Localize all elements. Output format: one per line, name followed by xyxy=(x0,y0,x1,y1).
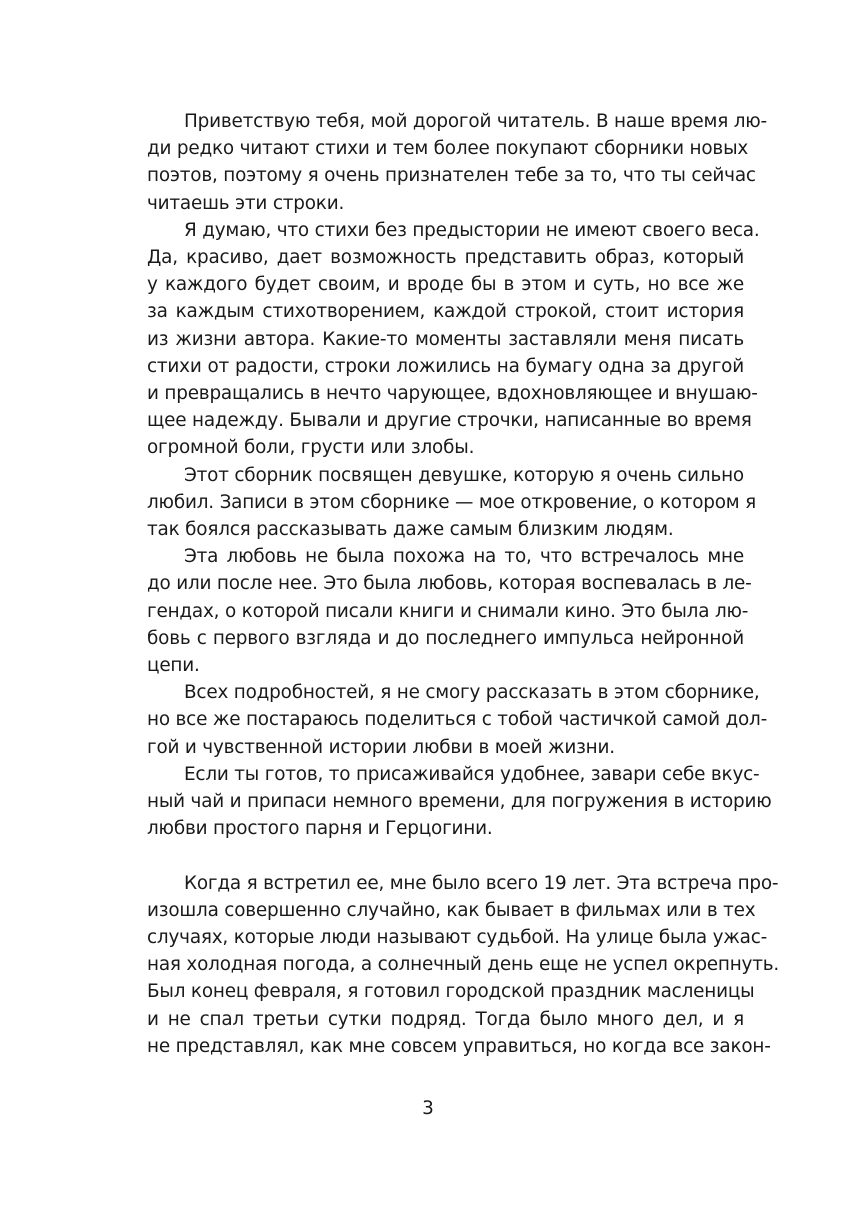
text-line: ная холодная погода, а солнечный день еще не успел окрепнуть. xyxy=(147,954,780,976)
text-line: случаях, которые люди называют судьбой. На улице была ужас- xyxy=(147,927,768,948)
text-line: ный чай и припаси немного времени, для погружения в историю xyxy=(147,791,772,812)
text-line: за каждым стихотворением, каждой строкой, стоит история xyxy=(147,301,744,323)
text-line: Всех подробностей, я не смогу рассказать в этом сборнике, xyxy=(184,682,760,704)
text-line: ди редко читают стихи и тем более покупают сборники новых xyxy=(147,138,749,160)
text-line: изошла совершенно случайно, как бывает в фильмах или в тех xyxy=(147,899,756,921)
text-line: цепи. xyxy=(147,655,200,676)
text-line: стихи от радости, строки ложились на бумагу одна за другой xyxy=(147,355,744,377)
text-line: гендах, о которой писали книги и снимали кино. Это была лю- xyxy=(147,600,749,622)
text-line: бовь с первого взгляда и до последнего импульса нейронной xyxy=(147,627,744,649)
text-line: так боялся рассказывать даже самым близким людям. xyxy=(147,519,674,540)
text-line: до или после нее. Это была любовь, которая воспевалась в ле- xyxy=(147,573,752,595)
text-line: Эта любовь не была похожа на то, что встречалось мне xyxy=(184,546,744,568)
text-line: любил. Записи в этом сборнике — мое откровение, о котором я xyxy=(147,491,756,513)
text-line: любви простого парня и Герцогини. xyxy=(147,818,493,840)
page-number: 3 xyxy=(422,1098,434,1119)
text-line: и не спал третьи сутки подряд. Тогда было много дел, и я xyxy=(147,1008,744,1030)
text-line: Этот сборник посвящен девушке, которую я очень сильно xyxy=(184,464,744,486)
text-line: Когда я встретил ее, мне было всего 19 лет. Эта встреча про- xyxy=(184,872,779,894)
text-line: Я думаю, что стихи без предыстории не имеют своего веса. xyxy=(184,219,760,241)
text-line: огромной боли, грусти или злобы. xyxy=(147,437,475,459)
text-line: из жизни автора. Какие-то моменты заставляли меня писать xyxy=(147,328,744,350)
text-line: Если ты готов, то присаживайся удобнее, завари себе вкус- xyxy=(184,763,760,785)
text-line: и превращались в нечто чарующее, вдохновляющее и внушаю- xyxy=(147,383,758,404)
text-line: гой и чувственной истории любви в моей жизни. xyxy=(147,736,615,758)
text-line: Да, красиво, дает возможность представить образ, который xyxy=(147,247,744,268)
text-line: не представлял, как мне совсем управиться, но когда все закон- xyxy=(147,1035,771,1057)
text-line: читаешь эти строки. xyxy=(147,192,345,214)
text-line: но все же постараюсь поделиться с тобой частичкой самой дол- xyxy=(147,709,768,731)
text-line: Был конец февраля, я готовил городской праздник масленицы xyxy=(147,981,755,1003)
text-line: щее надежду. Бывали и другие строчки, написанные во время xyxy=(147,410,752,432)
text-line: у каждого будет своим, и вроде бы в этом и суть, но все же xyxy=(147,274,744,296)
text-line: поэтов, поэтому я очень признателен тебе за то, что ты сейчас xyxy=(147,165,756,187)
text-line: Приветствую тебя, мой дорогой читатель. В наше время лю- xyxy=(184,111,767,132)
